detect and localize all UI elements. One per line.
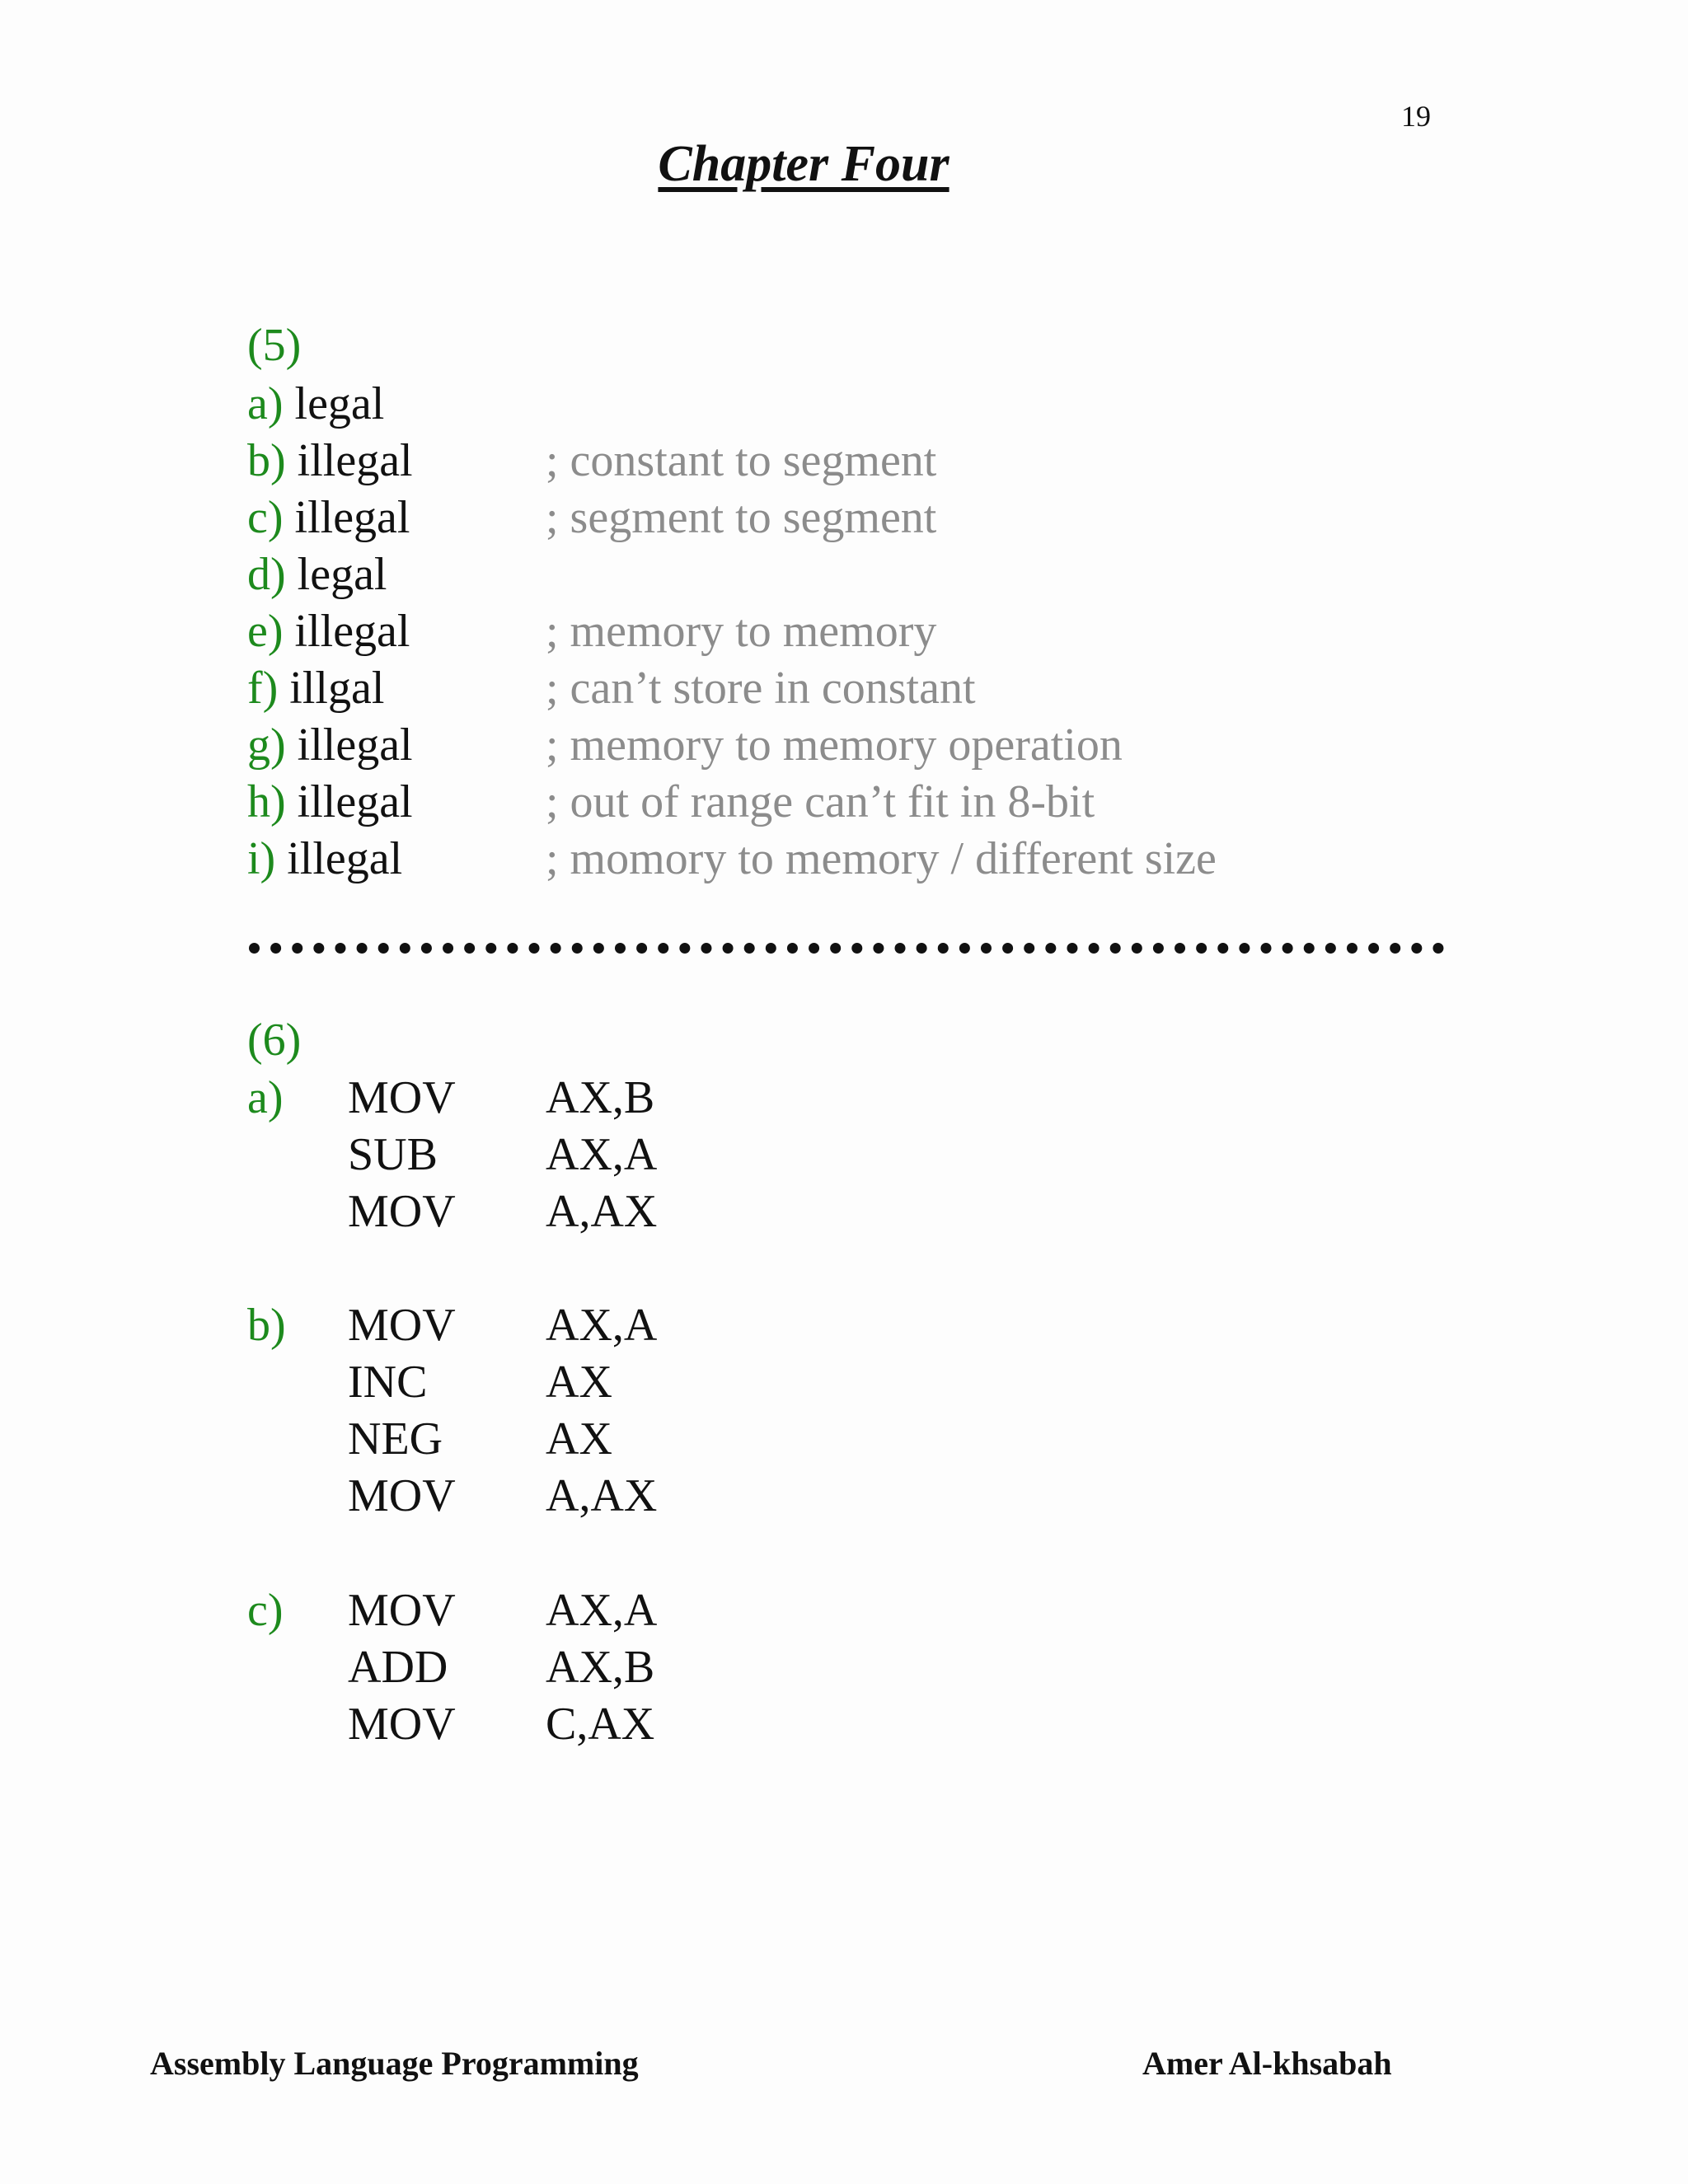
item-comment: ; memory to memory — [546, 606, 937, 657]
mnemonic: MOV — [348, 1300, 456, 1351]
list-item — [247, 603, 937, 660]
operands: C,AX — [546, 1699, 655, 1750]
item-answer: illegal — [287, 833, 403, 884]
question-6-heading: (6) — [247, 1015, 302, 1066]
part-label: a) — [247, 1072, 284, 1123]
mnemonic: SUB — [348, 1129, 438, 1180]
item-answer: illegal — [297, 776, 413, 827]
operands: AX — [546, 1413, 612, 1465]
list-item — [247, 433, 937, 490]
item-answer: illegal — [294, 492, 410, 543]
operands: AX,B — [546, 1072, 655, 1123]
item-comment: ; segment to segment — [546, 492, 937, 543]
mnemonic: NEG — [348, 1413, 443, 1465]
item-label: a) — [247, 378, 284, 429]
operands: AX,A — [546, 1129, 658, 1180]
operands: AX,A — [546, 1300, 658, 1351]
item-label: i) — [247, 833, 276, 884]
operands: AX — [546, 1357, 612, 1408]
mnemonic: INC — [348, 1357, 428, 1408]
footer-course-title: Assembly Language Programming — [150, 2045, 639, 2082]
page-number: 19 — [1401, 100, 1431, 133]
mnemonic: MOV — [348, 1585, 456, 1636]
border-top — [73, 64, 1622, 101]
mnemonic: MOV — [348, 1699, 456, 1750]
item-label: g) — [247, 719, 286, 771]
mnemonic: MOV — [348, 1186, 456, 1237]
list-item — [247, 660, 976, 717]
operands: AX,B — [546, 1642, 655, 1693]
item-answer: legal — [297, 549, 387, 600]
item-comment: ; memory to memory operation — [546, 719, 1123, 771]
border-bottom — [73, 2083, 1622, 2120]
list-item — [247, 774, 1095, 831]
operands: A,AX — [546, 1470, 658, 1521]
dotted-separator — [249, 943, 1444, 954]
item-comment: ; momory to memory / different size — [546, 833, 1217, 884]
item-label: c) — [247, 492, 284, 543]
item-answer: illegal — [294, 606, 410, 657]
item-comment: ; constant to segment — [546, 435, 937, 486]
mnemonic: MOV — [348, 1470, 456, 1521]
item-label: b) — [247, 435, 286, 486]
border-left — [68, 91, 104, 2093]
part-label: c) — [247, 1585, 284, 1636]
item-answer: illgal — [289, 663, 385, 714]
item-answer: legal — [294, 378, 385, 429]
list-item — [247, 717, 1123, 774]
footer-author: Amer Al-khsabah — [1142, 2045, 1392, 2082]
list-item — [247, 490, 937, 546]
chapter-title: Chapter Four — [658, 136, 950, 192]
item-label: d) — [247, 549, 286, 600]
list-item — [247, 376, 413, 433]
item-label: h) — [247, 776, 286, 827]
question-5-heading: (5) — [247, 320, 302, 371]
item-comment: ; can’t store in constant — [546, 663, 976, 714]
question-5-answer-list — [247, 376, 1217, 888]
item-comment: ; out of range can’t fit in 8-bit — [546, 776, 1095, 827]
mnemonic: MOV — [348, 1072, 456, 1123]
list-item — [247, 831, 1217, 888]
item-answer: illegal — [297, 435, 413, 486]
border-right — [1591, 91, 1627, 2093]
mnemonic: ADD — [348, 1642, 448, 1693]
item-label: e) — [247, 606, 284, 657]
part-label: b) — [247, 1300, 286, 1351]
list-item — [247, 546, 413, 603]
item-answer: illegal — [297, 719, 413, 771]
item-label: f) — [247, 663, 279, 714]
operands: A,AX — [546, 1186, 658, 1237]
operands: AX,A — [546, 1585, 658, 1636]
